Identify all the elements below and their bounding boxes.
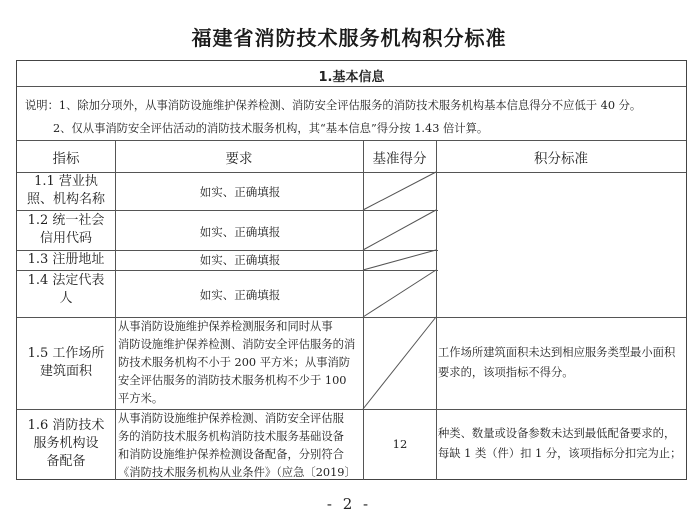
requirement-1-6: 从事消防设施维护保养检测、消防安全评估服 务的消防技术服务机构消防技术服务基础设备 和消防设施维护保养检测设备配备，分别符合 《消防技术服务机构从业条件》（应急〔2019〕 bbox=[118, 412, 356, 479]
page-number: - 2 - bbox=[326, 495, 372, 513]
requirement-1-3: 如实、正确填报 bbox=[199, 253, 281, 267]
requirement-1-2: 如实、正确填报 bbox=[199, 225, 281, 239]
note-line-1: 说明：1、除加分项外，从事消防设施维护保养检测、消防安全评估服务的消防技术服务机构基本信息得分不应低于 40 分。 bbox=[25, 99, 642, 112]
header-indicator: 指标 bbox=[52, 151, 80, 167]
document-title: 福建省消防技术服务机构积分标准 bbox=[191, 26, 507, 50]
requirement-1-1: 如实、正确填报 bbox=[199, 185, 281, 199]
header-criteria: 积分标准 bbox=[534, 151, 588, 167]
indicator-1-1: 1.1 营业执 照、机构名称 bbox=[26, 174, 105, 207]
note-line-2: 2、仅从事消防安全评估活动的消防技术服务机构，其“基本信息”得分按 1.43 倍计算。 bbox=[53, 122, 489, 135]
indicator-1-6: 1.6 消防技术 服务机构设 备配备 bbox=[27, 418, 105, 469]
requirement-1-5: 从事消防设施维护保养检测服务和同时从事 消防设施维护保养检测、消防安全评估服务的消 防技术服务机构不小于 200 平方米；从事消防 安全评估服务的消防技术服务机构不少于 100 平方米。 bbox=[118, 320, 356, 405]
header-base-score: 基准得分 bbox=[372, 151, 427, 167]
indicator-1-5: 1.5 工作场所 建筑面积 bbox=[27, 346, 105, 379]
requirement-1-4: 如实、正确填报 bbox=[199, 288, 281, 302]
score-table bbox=[16, 60, 687, 480]
header-requirement: 要求 bbox=[225, 151, 253, 167]
base-score-1-6: 12 bbox=[392, 437, 408, 451]
section-title: 1.基本信息 bbox=[318, 70, 385, 85]
criteria-1-6: 种类、数量或设备参数未达到最低配备要求的， 每缺 1 类（件）扣 1 分，该项指标分扣完为止； bbox=[438, 427, 682, 460]
indicator-1-4: 1.4 法定代表 人 bbox=[27, 273, 105, 306]
indicator-1-2: 1.2 统一社会 信用代码 bbox=[27, 213, 105, 246]
indicator-1-3: 1.3 注册地址 bbox=[27, 252, 105, 267]
criteria-1-5: 工作场所建筑面积未达到相应服务类型最小面积 要求的，该项指标不得分。 bbox=[438, 346, 676, 379]
